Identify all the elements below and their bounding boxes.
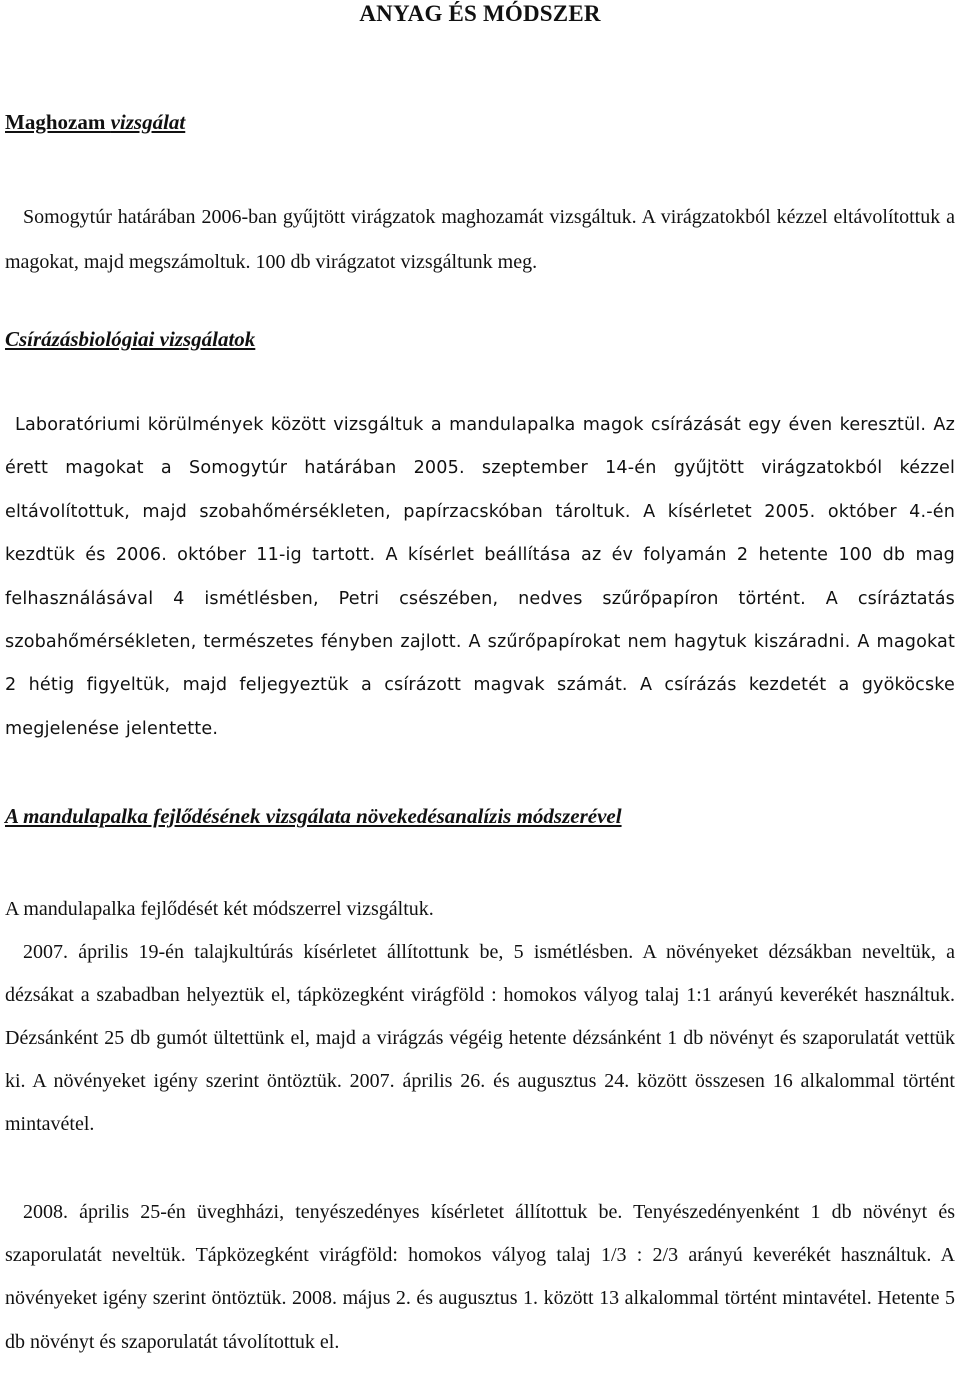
paragraph-growth-intro: A mandulapalka fejlődését két módszerrel vizsgáltuk. [5,898,434,920]
paragraph-growth-2008: 2008. április 25-én üveghházi, tenyészedényes kísérletet állítottuk be. Tenyészedényenként 1 db növényt és szaporulatát neveltük. Tápközegként virágföld: homokos vályog talaj 1/3 : 2/3 arányú keverékét használtuk. A növényeket igény szerint öntöztük. 2008. május 2. és augusztus 1. között 13 alkalommal történt mintavétel. Hetente 5 db növényt és szaporulatát távolítottuk el. [5,1201,955,1353]
page-title: ANYAG ÉS MÓDSZER [359,1,601,26]
section-heading-seed-yield [5,110,185,135]
section-heading-seed-yield-plain: Maghozam [5,110,111,134]
section-heading-germination: Csírázásbiológiai vizsgálatok [5,327,256,351]
paragraph-germination: Laboratóriumi körülmények között vizsgáltuk a mandulapalka magok csírázását egy éven keresztül. Az érett magokat a Somogytúr határában 2005. szeptember 14-én gyűjtött virágzatokból kézzel eltávolítottuk, majd szobahőmérsékleten, papírzacskóban tároltuk. A kísérletet 2005. október 4.-én kezdtük és 2006. október 11-ig tartott. A kísérlet beállítása az év folyamán 2 hetente 100 db mag felhasználásával 4 ismétlésben, Petri csészében, nedves szűrőpapíron történt. A csíráztatás szobahőmérsékleten, természetes fényben zajlott. A szűrőpapírokat nem hagytuk kiszáradni. A magokat 2 hétig figyeltük, majd feljegyeztük a csírázott magvak számát. A csírázás kezdetét a gyököcske megjelenése jelentette. [5,415,955,739]
section-heading-seed-yield-italic: vizsgálat [110,110,186,134]
paragraph-seed-yield: Somogytúr határában 2006-ban gyűjtött virágzatok maghozamát vizsgáltuk. A virágzatokból kézzel eltávolítottuk a magokat, majd megszámoltuk. 100 db virágzatot vizsgáltunk meg. [5,206,955,273]
section-heading-growth-analysis: A mandulapalka fejlődésének vizsgálata növekedésanalízis módszerével [5,804,622,828]
paragraph-growth-2007: 2007. április 19-én talajkultúrás kísérletet állítottunk be, 5 ismétlésben. A növényeket dézsákban neveltük, a dézsákat a szabadban helyeztük el, tápközegként virágföld : homokos vályog talaj 1:1 arányú keverékét használtuk. Dézsánként 25 db gumót ültettünk el, majd a virágzás végéig hetente dézsánként 1 db növényt és szaporulatát vettük ki. A növényeket igény szerint öntöztük. 2007. április 26. és augusztus 24. között összesen 16 alkalommal történt mintavétel. [5,941,955,1135]
